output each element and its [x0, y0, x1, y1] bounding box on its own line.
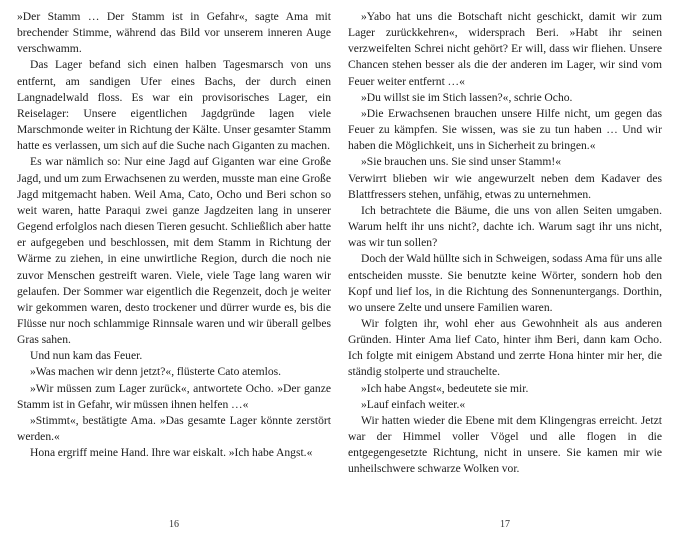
- page-number-left: 16: [169, 519, 179, 530]
- paragraph: »Was machen wir denn jetzt?«, flüsterte Cato atemlos.: [30, 365, 282, 379]
- paragraph: Hona ergriff meine Hand. Ihre war eiskalt. »Ich habe Angst.«: [30, 446, 313, 460]
- page-right: [348, 9, 662, 542]
- paragraph: Das Lager befand sich einen halben Tagesmarsch von uns entfernt, am sandigen Ufer eines Bachs, der durch einen Langnadelwald floss. Es war ein provisorisches Lager, ein Reiselager: Unsere eigentlichen Jagdgründe lagen viele Marschmonde weiter in Richtung der Kälte. Unser gesamter Stamm hatte es verlassen, um sich auf die Suche nach Giganten zu machen.: [17, 58, 331, 153]
- paragraph: »Sie brauchen uns. Sie sind unser Stamm!«: [361, 155, 562, 169]
- paragraph: »Der Stamm … Der Stamm ist in Gefahr«, sagte Ama mit brechender Stimme, während das Bild vor unserem inneren Auge verschwamm.: [17, 10, 331, 56]
- paragraph: »Du willst sie im Stich lassen?«, schrie Ocho.: [361, 90, 573, 104]
- page-left: [17, 9, 331, 542]
- paragraph: Wir hatten wieder die Ebene mit dem Klingengras erreicht. Jetzt war der Himmel voller Vögel und alle flogen in die entgegengesetzte Richtung, nicht in unsere. Sie kamen mir wie unheilschwere schwarze Wolken vor.: [348, 413, 662, 476]
- paragraph: »Wir müssen zum Lager zurück«, antwortete Ocho. »Der ganze Stamm ist in Gefahr, wir müssen ihnen helfen …«: [17, 381, 331, 411]
- paragraph: »Die Erwachsenen brauchen unsere Hilfe nicht, um gegen das Feuer zu kämpfen. Sie wissen, was sie zu tun haben … Und wir haben die Möglichkeit, uns in Sicherheit zu bringen.«: [348, 106, 662, 153]
- paragraph: Verwirrt blieben wir wie angewurzelt neben dem Kadaver des Blattfressers stehen, unfähig, etwas zu unternehmen.: [348, 171, 662, 201]
- paragraph: »Ich habe Angst«, bedeutete sie mir.: [361, 381, 529, 395]
- paragraph: Und nun kam das Feuer.: [30, 349, 143, 363]
- paragraph: Doch der Wald hüllte sich in Schweigen, sodass Ama für uns alle entscheiden musste. Sie benutzte keine Wörter, sondern hob den Kopf und lief los, in die Richtung des Sonnenuntergangs. Dorthin, wo unsere Zelte und unsere Familien waren.: [348, 252, 662, 314]
- paragraph: Wir folgten ihr, wohl eher aus Gewohnheit als aus anderen Gründen. Hinter Ama lief Cato, hinter ihm Beri, dann kam Ocho. Ich folgte mit einigem Abstand und zerrte Hona hinter mir her, die ständig stolperte und strauchelte.: [348, 316, 662, 379]
- paragraph: Es war nämlich so: Nur eine Jagd auf Giganten war eine Große Jagd, und um zum Erwachsenen zu werden, musste man eine Große Jagd mitgemacht haben. Weil Ama, Cato, Ocho und Beri schon so weit waren, hatte Paraqui zwei ganze Jagdzeiten lang in unserer Gegend erfolglos nach diesen Tieren gesucht. Schließlich aber hatte er aufgegeben und beschlossen, mit dem Stamm in Richtung der Wärme zu ziehen, in eine unwirtliche Region, durch die noch nie zuvor Menschen gestreift waren. Viele, viele Tage lang waren wir gelaufen. Der Sommer war eigentlich die Regenzeit, doch je weiter wir gekommen waren, desto trockener und dürrer wurde es, bis die Flüsse nur noch schlammige Rinnsale waren und wir überall gelbes Gras sahen.: [17, 155, 331, 347]
- paragraph: Ich betrachtete die Bäume, die uns von allen Seiten umgaben. Warum helft ihr uns nicht?, dachte ich. Warum sagt ihr uns nicht, was wir tun sollen?: [348, 203, 662, 250]
- paragraph: »Lauf einfach weiter.«: [361, 397, 466, 411]
- page-left-text: [17, 9, 331, 461]
- paragraph: »Yabo hat uns die Botschaft nicht geschickt, damit wir zum Lager zurückkehren«, widersprach Beri. »Habt ihr seinen verzweifelten Schrei nicht gehört? Er will, dass wir fliehen. Unsere Chancen stehen besser als die der anderen im Lager, wir sind vom Feuer weiter entfernt …«: [348, 10, 662, 88]
- page-number-right: 17: [500, 519, 510, 530]
- page-right-text: [348, 9, 662, 478]
- paragraph: »Stimmt«, bestätigte Ama. »Das gesamte Lager könnte zerstört werden.«: [17, 413, 331, 444]
